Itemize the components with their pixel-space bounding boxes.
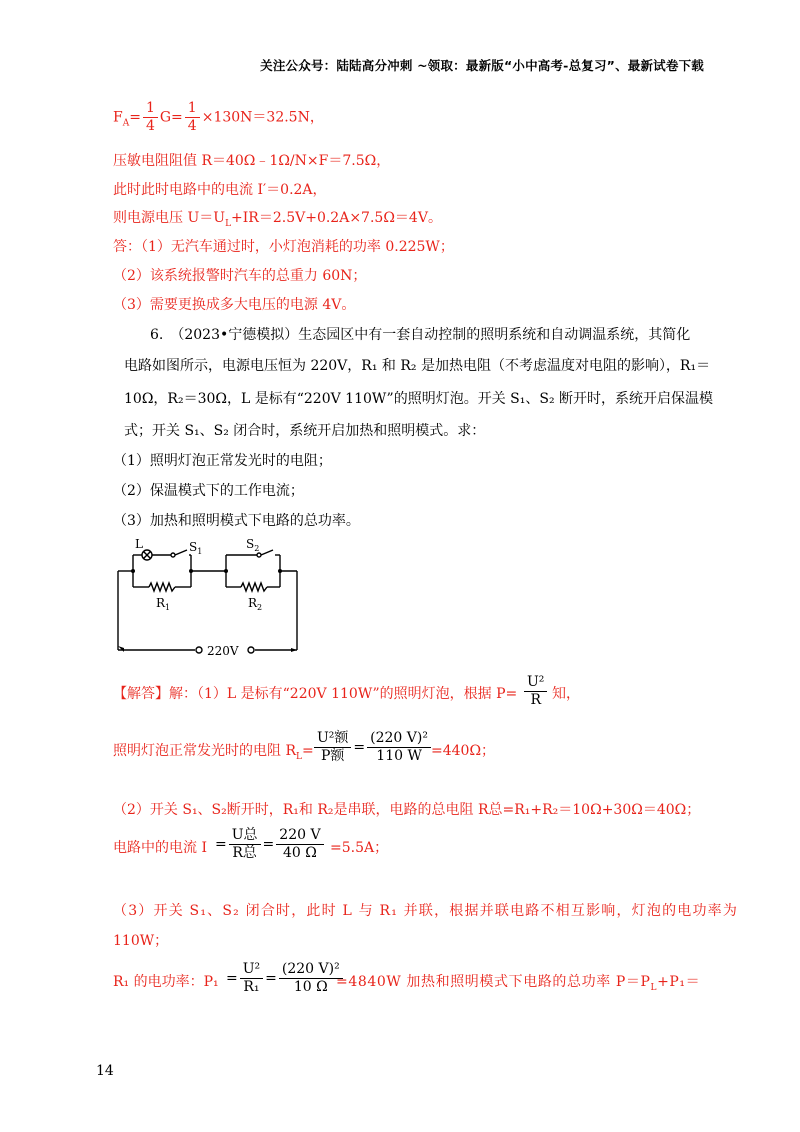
line4-sub: L <box>225 218 232 229</box>
fraction-quarter <box>143 100 158 135</box>
answer-line-7: R₁ 的电功率：P₁ <box>113 974 219 990</box>
answer-line-4: 电路中的电流 I <box>113 840 207 856</box>
question-line-4: 式；开关 S₁、S₂ 闭合时，系统开启加热和照明模式。求： <box>124 423 486 439</box>
tail: =4840W 加热和照明模式下电路的总功率 P＝P <box>336 974 651 990</box>
answer-1: 答：（1）无汽车通过时，小灯泡消耗的功率 0.225W； <box>113 239 454 255</box>
frac-u2-r <box>524 674 547 709</box>
frac-den: 110 W <box>376 748 422 764</box>
frac-220-10 <box>279 961 343 996</box>
text: 照明灯泡正常发光时的电阻 R <box>113 743 296 759</box>
answer-2: （2）该系统报警时汽车的总重力 60N； <box>113 268 367 284</box>
label-L: L <box>135 537 143 551</box>
frac-den: R <box>530 692 541 708</box>
frac-den: R总 <box>232 845 257 861</box>
question-line-1: 6. （2023•宁德模拟）生态园区中有一套自动控制的照明系统和自动调温系统，其简化 <box>150 327 691 343</box>
solution-line-2: 压敏电阻阻值 R＝40Ω﹣1Ω/N×F＝7.5Ω， <box>113 153 391 169</box>
sub: L <box>296 751 302 762</box>
question-sub-3: （3）加热和照明模式下电路的总功率。 <box>113 513 360 529</box>
fa-sub: A <box>122 118 130 129</box>
line4-tail: +IR＝2.5V+0.2A×7.5Ω＝4V。 <box>231 210 442 226</box>
fa-eq: = <box>129 109 141 126</box>
answer-fraction-1 <box>522 674 549 709</box>
sub: L <box>650 982 658 993</box>
page-number: 14 <box>96 1063 114 1079</box>
circuit-diagram <box>105 535 305 660</box>
answer-line-4-fractions: = U总 R总 = $\frac{220 V}{40 \Omega}$ <box>215 827 326 862</box>
fa-equation <box>113 100 324 135</box>
label-R1: $R_1$ <box>156 596 171 612</box>
solution-line-4 <box>113 208 442 234</box>
label-voltage: 220V <box>207 644 239 658</box>
answer-line-1-tail: 知， <box>552 686 580 702</box>
frac-den: 4 <box>187 118 197 134</box>
frac-den: 40 Ω <box>282 845 317 861</box>
line4-text: 则电源电压 U＝U <box>113 210 226 226</box>
label-S2: $S_2$ <box>246 537 260 553</box>
frac-u2-r1 <box>240 961 263 996</box>
frac-num: (220 V)² <box>367 730 431 748</box>
answer-line-2-fractions: U²额 P额 = $\frac{\text{(220 V)²}}{110 W}$ <box>312 730 433 765</box>
answer-3: （3）需要更换成多大电压的电源 4V。 <box>113 297 356 313</box>
question-line-2: 电路如图所示，电源电压恒为 220V，R₁ 和 R₂ 是加热电阻（不考虑温度对电阻的影响），R₁＝ <box>124 358 711 374</box>
frac-220-110 <box>367 730 431 765</box>
answer-line-2 <box>113 741 314 767</box>
fa-g: G= <box>159 109 183 126</box>
question-sub-2: （2）保温模式下的工作电流； <box>113 483 304 499</box>
fa-tail: ×130N＝32.5N， <box>201 109 324 126</box>
label-R2: $R_2$ <box>248 596 263 612</box>
answer-line-2-tail: =440Ω； <box>431 743 496 759</box>
label-S1: $S_1$ <box>189 540 203 556</box>
frac-den: P额 <box>321 748 345 764</box>
frac-num: U² <box>240 961 263 979</box>
frac-num: 1 <box>185 100 200 118</box>
answer-line-4-tail: =5.5A； <box>330 840 389 856</box>
frac-u-r <box>229 827 261 862</box>
answer-line-3: （2）开关 S₁、S₂断开时，R₁和 R₂是串联，电路的总电阻 R总=R₁+R₂＝10Ω+30Ω＝40Ω； <box>113 802 701 818</box>
answer-tag: 【解答】 <box>113 686 169 702</box>
frac-ue-pe <box>314 730 351 765</box>
fraction-quarter-2 <box>185 100 200 135</box>
frac-num: (220 V)² <box>279 961 343 979</box>
answer-line-7-tail <box>336 972 700 998</box>
end: +P₁＝ <box>657 974 701 990</box>
answer-line-6: 110W； <box>113 933 169 949</box>
eq: = <box>301 743 314 759</box>
question-line-3: 10Ω，R₂＝30Ω，L 是标有“220V 110W”的照明灯泡。开关 S₁、S₂ 断开时，系统开启保温模 <box>124 391 714 407</box>
frac-num: U² <box>524 674 547 692</box>
frac-num: U总 <box>229 827 261 845</box>
page-header: 关注公众号：陆陆高分冲刺 ~领取：最新版“小中高考-总复习”、最新试卷下载 <box>260 58 704 73</box>
answer-line-1-text: 解：（1）L 是标有“220V 110W”的照明灯泡，根据 P= <box>169 686 518 702</box>
frac-num: 1 <box>143 100 158 118</box>
frac-den: R₁ <box>243 979 260 995</box>
frac-den: 10 Ω <box>293 979 328 995</box>
question-sub-1: （1）照明灯泡正常发光时的电阻； <box>113 453 332 469</box>
frac-num: U²额 <box>314 730 351 748</box>
answer-line-7-fractions: = $\frac{\text{U²}}{\text{R₁}}$ = $\frac{\text{(220 V)²}}{10 \Omega}$ <box>226 961 345 996</box>
fa-symbol: F <box>113 109 123 126</box>
frac-num: 220 V <box>276 827 323 845</box>
frac-220-40 <box>276 827 323 862</box>
frac-den: 4 <box>145 118 155 134</box>
solution-line-3: 此时此时电路中的电流 I′＝0.2A， <box>113 182 327 198</box>
answer-line-1 <box>113 684 517 704</box>
answer-line-5: （3）开关 S₁、S₂ 闭合时，此时 L 与 R₁ 并联，根据并联电路不相互影响，灯泡的电功率为 <box>113 903 739 919</box>
